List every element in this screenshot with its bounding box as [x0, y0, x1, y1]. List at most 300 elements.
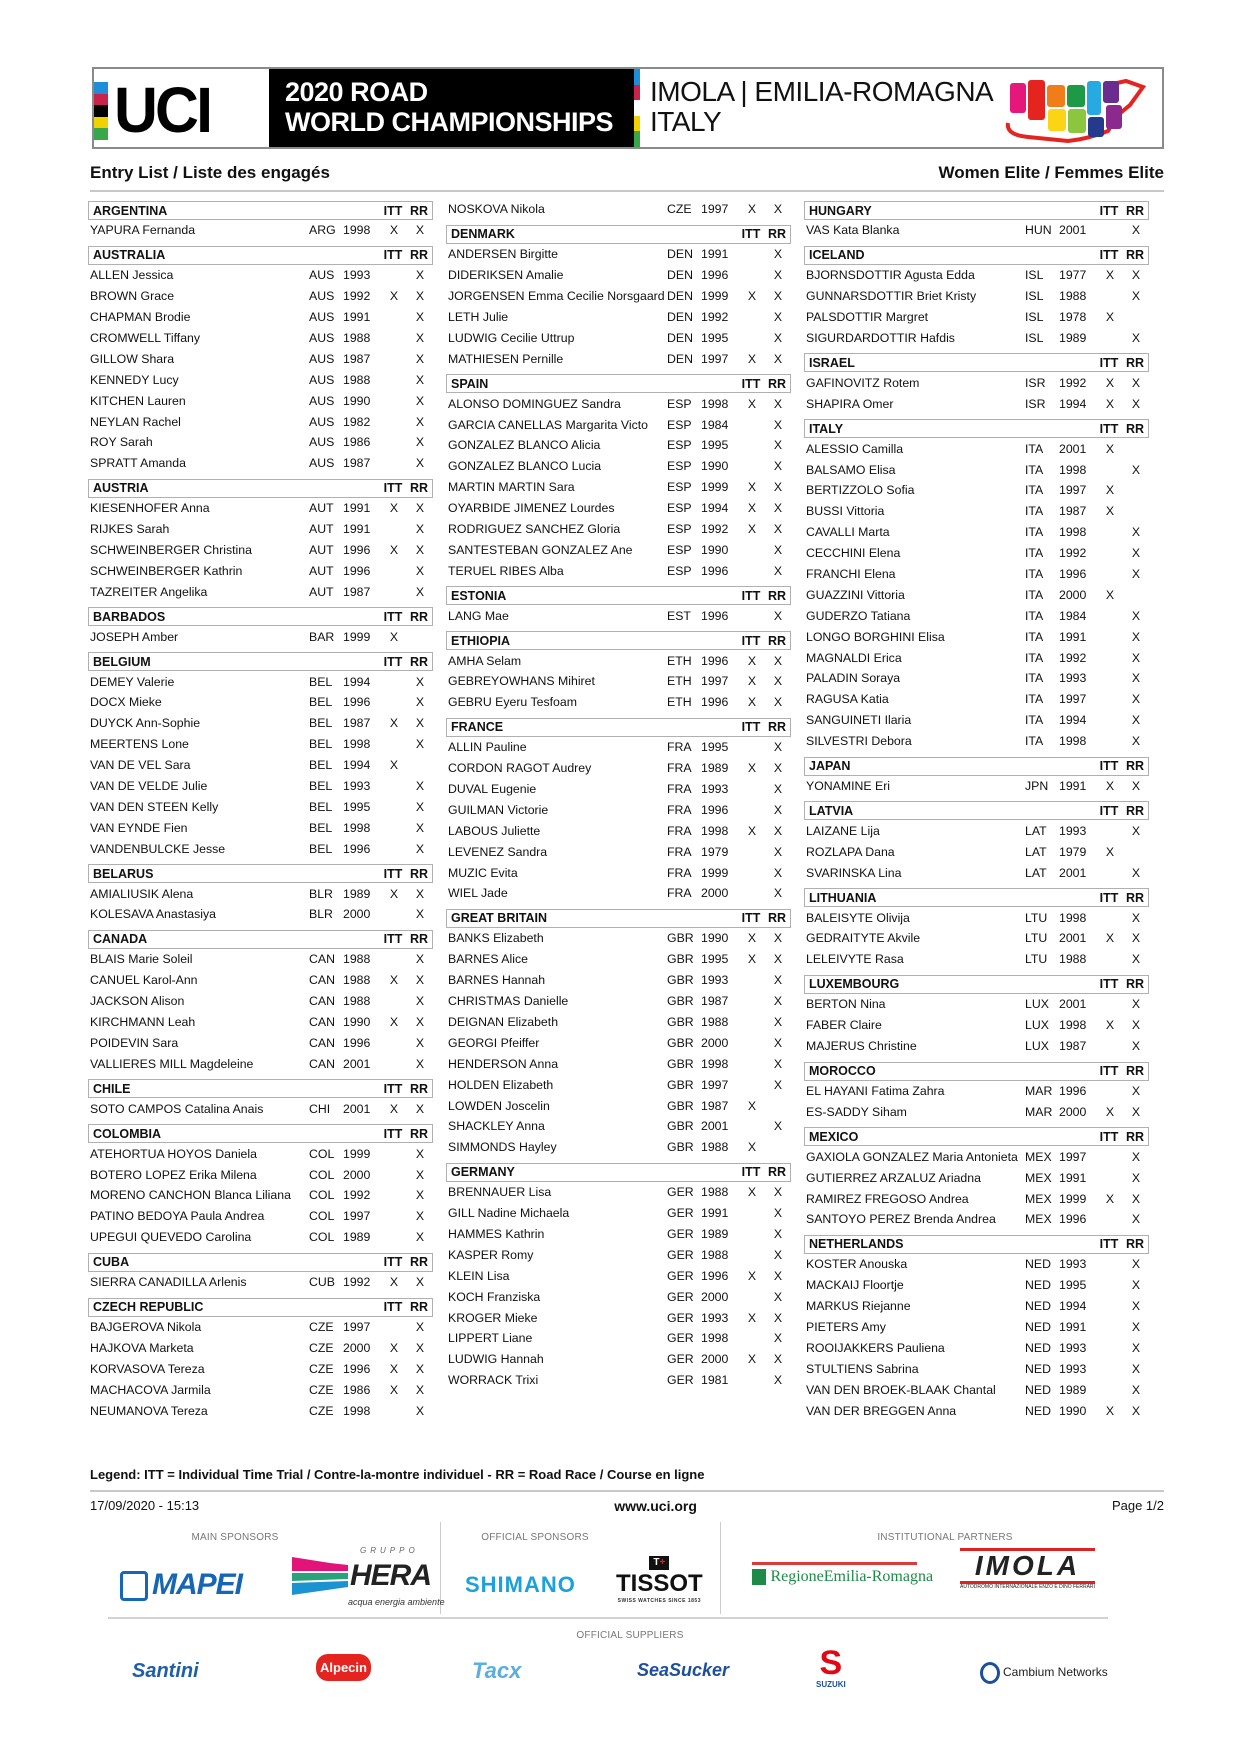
nation-code: DEN: [667, 247, 693, 262]
nation-code: FRA: [667, 844, 692, 859]
birth-year: 1997: [701, 1077, 729, 1092]
birth-year: 1979: [1059, 844, 1087, 859]
itt-mark: X: [1105, 441, 1115, 456]
nation-code: BEL: [309, 695, 333, 710]
nation-code: ISL: [1025, 310, 1044, 325]
rider-row: [446, 1349, 791, 1370]
nation-code: ITA: [1025, 713, 1044, 728]
itt-mark: X: [747, 501, 757, 516]
nation-code: BAR: [309, 629, 335, 644]
birth-year: 1984: [701, 417, 729, 432]
website-link[interactable]: www.uci.org: [614, 1498, 697, 1514]
nation-code: MEX: [1025, 1149, 1052, 1164]
birth-year: 2000: [343, 1167, 371, 1182]
rr-mark: X: [1131, 1083, 1141, 1098]
rider-row: [88, 519, 433, 540]
rider-row: [88, 307, 433, 328]
itt-mark: X: [389, 716, 399, 731]
country-header: [804, 353, 1149, 372]
rr-mark: X: [773, 522, 783, 537]
rider-row: [88, 1012, 433, 1033]
rider-row: [804, 584, 1149, 605]
rider-row: [446, 1012, 791, 1033]
rider-name: CAVALLI Marta: [806, 525, 890, 540]
rider-row: [804, 605, 1149, 626]
rider-row: [88, 432, 433, 453]
rider-row: [88, 1033, 433, 1054]
country-header: [446, 718, 791, 737]
rr-mark: X: [773, 761, 783, 776]
itt-column-header: ITT: [383, 932, 403, 947]
rr-column-header: RR: [767, 227, 787, 242]
rider-row: [446, 498, 791, 519]
birth-year: 1999: [1059, 1191, 1087, 1206]
main-sponsors-label: MAIN SPONSORS: [191, 1532, 279, 1543]
itt-mark: X: [389, 543, 399, 558]
country-name: CUBA: [93, 1255, 130, 1270]
rr-column-header: RR: [409, 866, 429, 881]
country-header: [804, 419, 1149, 438]
rider-name: BRENNAUER Lisa: [448, 1185, 552, 1200]
nation-code: GBR: [667, 931, 694, 946]
itt-column-header: ITT: [1099, 890, 1119, 905]
rider-name: JACKSON Alison: [90, 994, 185, 1009]
nation-code: GER: [667, 1247, 694, 1262]
rider-row: [88, 1272, 433, 1293]
rider-name: SPRATT Amanda: [90, 456, 186, 471]
rider-row: [446, 1265, 791, 1286]
country-header: [88, 1253, 433, 1272]
rr-mark: X: [773, 994, 783, 1009]
entry-column-2: [446, 196, 791, 1391]
nation-code: LTU: [1025, 931, 1048, 946]
birth-year: 1990: [701, 542, 729, 557]
rr-mark: X: [1131, 1361, 1141, 1376]
birth-year: 1998: [1059, 734, 1087, 749]
rider-row: [446, 1203, 791, 1224]
rr-mark: X: [773, 695, 783, 710]
rider-name: GUDERZO Tatiana: [806, 608, 911, 623]
birth-year: 1991: [1059, 1170, 1087, 1185]
official-sponsors-label: OFFICIAL SPONSORS: [481, 1532, 589, 1543]
birth-year: 1996: [343, 695, 371, 710]
rider-name: RODRIGUEZ SANCHEZ Gloria: [448, 522, 621, 537]
rider-row: [88, 692, 433, 713]
nation-code: GER: [667, 1185, 694, 1200]
rider-name: BARNES Hannah: [448, 973, 546, 988]
country-header: [88, 246, 433, 265]
rider-name: ALLIN Pauline: [448, 740, 527, 755]
itt-mark: X: [1105, 844, 1115, 859]
rider-row: [446, 393, 791, 414]
birth-year: 1988: [1059, 289, 1087, 304]
birth-year: 1996: [701, 268, 729, 283]
rr-mark: X: [1131, 268, 1141, 283]
event-banner: [92, 67, 1164, 149]
nation-code: HUN: [1025, 223, 1052, 238]
rider-row: [804, 1188, 1149, 1209]
rider-row: [88, 1098, 433, 1119]
birth-year: 1991: [1059, 1319, 1087, 1334]
nation-code: ITA: [1025, 587, 1044, 602]
rr-mark: X: [415, 1361, 425, 1376]
rider-row: [446, 820, 791, 841]
rider-row: [88, 626, 433, 647]
rider-name: EL HAYANI Fatima Zahra: [806, 1083, 945, 1098]
divider: [90, 1490, 1164, 1492]
birth-year: 1987: [701, 994, 729, 1009]
rr-column-header: RR: [1125, 977, 1145, 992]
itt-column-header: ITT: [1099, 203, 1119, 218]
rr-mark: X: [1131, 779, 1141, 794]
rr-mark: X: [415, 886, 425, 901]
birth-year: 1992: [1059, 546, 1087, 561]
nation-code: AUS: [309, 372, 335, 387]
nation-code: DEN: [667, 289, 693, 304]
rr-mark: X: [1131, 629, 1141, 644]
rider-row: [446, 1370, 791, 1391]
rr-mark: X: [415, 973, 425, 988]
itt-mark: X: [1105, 1104, 1115, 1119]
santini-logo: Santini: [132, 1660, 199, 1682]
country-header: [804, 757, 1149, 776]
birth-year: 2001: [343, 1056, 371, 1071]
rr-mark: X: [1131, 650, 1141, 665]
rider-name: CORDON RAGOT Audrey: [448, 761, 592, 776]
rider-name: SANTESTEBAN GONZALEZ Ane: [448, 542, 633, 557]
rr-mark: X: [415, 310, 425, 325]
rider-row: [804, 994, 1149, 1015]
rider-name: BERTON Nina: [806, 997, 886, 1012]
rider-name: GUAZZINI Vittoria: [806, 587, 905, 602]
nation-code: GBR: [667, 1119, 694, 1134]
rr-mark: X: [1131, 931, 1141, 946]
rider-name: FABER Claire: [806, 1018, 882, 1033]
nation-code: ITA: [1025, 567, 1044, 582]
rr-mark: X: [773, 782, 783, 797]
nation-code: BLR: [309, 886, 333, 901]
rider-row: [88, 1358, 433, 1379]
birth-year: 1991: [1059, 629, 1087, 644]
birth-year: 1988: [701, 1185, 729, 1200]
rr-mark: X: [415, 563, 425, 578]
birth-year: 1993: [343, 779, 371, 794]
birth-year: 1989: [343, 886, 371, 901]
rider-name: GAFINOVITZ Rotem: [806, 375, 920, 390]
rider-name: OYARBIDE JIMENEZ Lourdes: [448, 501, 615, 516]
rr-column-header: RR: [1125, 248, 1145, 263]
rider-name: TERUEL RIBES Alba: [448, 563, 564, 578]
rr-mark: X: [415, 1101, 425, 1116]
nation-code: GBR: [667, 1077, 694, 1092]
rider-row: [88, 220, 433, 241]
rider-row: [804, 907, 1149, 928]
rr-mark: X: [773, 268, 783, 283]
rider-name: MORENO CANCHON Blanca Liliana: [90, 1188, 291, 1203]
rr-mark: X: [415, 501, 425, 516]
rider-row: [88, 817, 433, 838]
itt-column-header: ITT: [741, 720, 761, 735]
rr-column-header: RR: [767, 1165, 787, 1180]
cambium-logo: [980, 1662, 1108, 1684]
rider-row: [88, 796, 433, 817]
rr-column-header: RR: [1125, 1237, 1145, 1252]
rider-row: [804, 1317, 1149, 1338]
itt-mark: X: [747, 522, 757, 537]
rider-row: [446, 286, 791, 307]
nation-code: NED: [1025, 1361, 1051, 1376]
rider-name: KLEIN Lisa: [448, 1268, 510, 1283]
country-header: [88, 1298, 433, 1317]
rider-row: [446, 560, 791, 581]
rider-row: [446, 1032, 791, 1053]
rr-mark: X: [773, 563, 783, 578]
rr-column-header: RR: [767, 911, 787, 926]
birth-year: 1998: [1059, 910, 1087, 925]
nation-code: COL: [309, 1209, 335, 1224]
alpecin-logo: Alpecin: [316, 1654, 371, 1681]
birth-year: 2000: [343, 907, 371, 922]
nation-code: ARG: [309, 223, 336, 238]
birth-year: 1998: [701, 1056, 729, 1071]
nation-code: FRA: [667, 740, 692, 755]
rider-name: HAMMES Kathrin: [448, 1226, 545, 1241]
birth-year: 1984: [1059, 608, 1087, 623]
rider-row: [446, 348, 791, 369]
rider-row: [88, 581, 433, 602]
rider-name: BALSAMO Elisa: [806, 462, 896, 477]
rr-mark: X: [773, 1247, 783, 1262]
rider-row: [446, 1286, 791, 1307]
nation-code: GBR: [667, 1035, 694, 1050]
birth-year: 1993: [701, 782, 729, 797]
rider-name: DEIGNAN Elizabeth: [448, 1014, 559, 1029]
rr-column-header: RR: [767, 588, 787, 603]
rider-name: VALLIERES MILL Magdeleine: [90, 1056, 254, 1071]
cambium-logo-text: Cambium Networks: [1003, 1665, 1108, 1680]
suzuki-s-icon: S: [819, 1644, 843, 1682]
rider-row: [446, 307, 791, 328]
page-number: Page 1/2: [1111, 1498, 1164, 1513]
rider-name: AMHA Selam: [448, 653, 522, 668]
rider-row: [804, 220, 1149, 241]
rider-name: ALESSIO Camilla: [806, 441, 904, 456]
nation-code: NED: [1025, 1340, 1051, 1355]
rider-row: [804, 1101, 1149, 1122]
itt-mark: X: [1105, 1018, 1115, 1033]
country-header: [446, 586, 791, 605]
rider-name: VAN DE VELDE Julie: [90, 779, 208, 794]
birth-year: 1991: [343, 310, 371, 325]
nation-code: AUS: [309, 351, 335, 366]
nation-code: ESP: [667, 563, 692, 578]
country-header: [446, 909, 791, 928]
rr-mark: X: [773, 310, 783, 324]
nation-code: CAN: [309, 1056, 335, 1071]
cambium-icon: [980, 1662, 1000, 1684]
rr-mark: X: [1131, 734, 1141, 749]
rr-mark: X: [415, 1275, 425, 1290]
nation-code: NED: [1025, 1403, 1051, 1418]
document-subheader: [90, 163, 1164, 183]
rr-mark: X: [1131, 910, 1141, 925]
rider-name: GILLOW Shara: [90, 351, 175, 366]
birth-year: 1991: [343, 501, 371, 516]
hera-logo-text: HERA: [350, 1559, 432, 1592]
rr-mark: X: [415, 1146, 425, 1161]
rr-column-header: RR: [409, 1126, 429, 1141]
rider-name: KASPER Romy: [448, 1247, 534, 1262]
rr-mark: X: [1131, 1104, 1141, 1119]
birth-year: 2000: [701, 1035, 729, 1050]
rider-row: [446, 758, 791, 779]
nation-code: MEX: [1025, 1170, 1052, 1185]
rr-column-header: RR: [409, 1300, 429, 1315]
rider-row: [804, 480, 1149, 501]
rider-row: [88, 1227, 433, 1248]
rider-row: [446, 1137, 791, 1158]
nation-code: ITA: [1025, 692, 1044, 707]
nation-code: NED: [1025, 1257, 1051, 1272]
nation-code: ESP: [667, 501, 692, 516]
nation-code: MEX: [1025, 1212, 1052, 1227]
rr-mark: X: [1131, 997, 1141, 1012]
rider-row: [88, 755, 433, 776]
legend: Legend: ITT = Individual Time Trial / Contre-la-montre individuel - RR = Road Race / Course en ligne: [90, 1467, 705, 1482]
sponsors-area: [100, 1520, 1160, 1740]
rider-row: [446, 970, 791, 991]
birth-year: 1996: [343, 563, 371, 578]
nation-code: AUS: [309, 331, 335, 345]
rider-row: [88, 1400, 433, 1421]
rider-name: DUVAL Eugenie: [448, 782, 537, 797]
rr-mark: X: [1131, 546, 1141, 561]
nation-code: AUT: [309, 584, 334, 599]
rr-mark: X: [773, 653, 783, 668]
country-header: [446, 631, 791, 650]
rr-column-header: RR: [1125, 803, 1145, 818]
itt-column-header: ITT: [1099, 421, 1119, 436]
rider-name: CHAPMAN Brodie: [90, 310, 191, 325]
rr-mark: X: [415, 1188, 425, 1203]
nation-code: NED: [1025, 1299, 1051, 1314]
nation-code: ISR: [1025, 375, 1046, 390]
rider-row: [804, 393, 1149, 414]
rider-row: [804, 1379, 1149, 1400]
rr-column-header: RR: [1125, 355, 1145, 370]
rr-mark: X: [415, 584, 425, 599]
birth-year: 1989: [701, 1226, 729, 1241]
rider-name: YAPURA Fernanda: [90, 223, 196, 238]
rider-row: [804, 928, 1149, 949]
birth-year: 1993: [701, 973, 729, 988]
rr-mark: X: [415, 522, 425, 537]
birth-year: 1998: [343, 223, 371, 238]
rider-name: GAXIOLA GONZALEZ Maria Antonieta: [806, 1149, 1018, 1164]
rr-mark: X: [773, 931, 783, 946]
rr-mark: X: [773, 1185, 783, 1200]
rider-row: [804, 647, 1149, 668]
rr-column-header: RR: [1125, 1129, 1145, 1144]
country-name: CHILE: [93, 1081, 131, 1096]
mapei-logo-text: MAPEI: [152, 1568, 243, 1601]
rr-mark: X: [1131, 462, 1141, 477]
rr-mark: X: [773, 1331, 783, 1346]
uci-brand: UCI: [114, 74, 211, 146]
birth-year: 1988: [701, 1014, 729, 1029]
rr-column-header: RR: [767, 633, 787, 648]
rider-name: BAJGEROVA Nikola: [90, 1319, 202, 1334]
itt-column-header: ITT: [383, 1126, 403, 1141]
nation-code: ESP: [667, 542, 692, 557]
rider-name: LETH Julie: [448, 310, 509, 324]
rider-name: MACKAIJ Floortje: [806, 1278, 904, 1293]
birth-year: 1991: [1059, 779, 1087, 794]
birth-year: 1994: [343, 758, 371, 773]
rr-column-header: RR: [1125, 890, 1145, 905]
country-header: [88, 930, 433, 949]
rr-mark: X: [415, 435, 425, 450]
event-title: [269, 69, 634, 147]
country-header: [804, 888, 1149, 907]
nation-code: ESP: [667, 438, 692, 453]
rider-name: LIPPERT Liane: [448, 1331, 533, 1346]
itt-mark: X: [389, 501, 399, 516]
rider-name: LEVENEZ Sandra: [448, 844, 548, 859]
itt-column-header: ITT: [383, 654, 403, 669]
birth-year: 1991: [343, 522, 371, 537]
rr-mark: X: [1131, 567, 1141, 582]
nation-code: LTU: [1025, 910, 1048, 925]
country-header: [446, 1163, 791, 1182]
birth-year: 2001: [1059, 931, 1087, 946]
country-name: ETHIOPIA: [451, 633, 511, 648]
birth-year: 1993: [1059, 671, 1087, 686]
location-line2: ITALY: [650, 106, 722, 137]
itt-column-header: ITT: [1099, 1237, 1119, 1252]
birth-year: 1988: [343, 973, 371, 988]
rider-name: PALSDOTTIR Margret: [806, 310, 929, 325]
nation-code: GBR: [667, 1014, 694, 1029]
rr-mark: X: [1131, 1212, 1141, 1227]
rr-mark: X: [415, 952, 425, 967]
itt-mark: X: [1105, 1191, 1115, 1206]
itt-column-header: ITT: [741, 588, 761, 603]
itt-mark: X: [747, 289, 757, 304]
rider-name: CROMWELL Tiffany: [90, 331, 201, 345]
country-header: [88, 1124, 433, 1143]
rider-name: CHRISTMAS Danielle: [448, 994, 569, 1009]
birth-year: 2001: [701, 1119, 729, 1134]
rider-name: MEERTENS Lone: [90, 737, 189, 752]
itt-mark: X: [747, 1098, 757, 1113]
rider-name: LUDWIG Hannah: [448, 1352, 544, 1367]
rr-mark: X: [773, 886, 783, 901]
rider-row: [804, 1015, 1149, 1036]
rider-name: PATINO BEDOYA Paula Andrea: [90, 1209, 265, 1224]
itt-mark: X: [389, 1275, 399, 1290]
nation-code: COL: [309, 1167, 335, 1182]
entry-column-1: [88, 196, 433, 1421]
rr-mark: X: [415, 1230, 425, 1245]
rider-row: [446, 862, 791, 883]
itt-mark: X: [747, 674, 757, 689]
birth-year: 1990: [701, 931, 729, 946]
rider-name: SOTO CAMPOS Catalina Anais: [90, 1101, 264, 1116]
rider-name: KOSTER Anouska: [806, 1257, 908, 1272]
rider-row: [804, 710, 1149, 731]
country-header: [88, 652, 433, 671]
